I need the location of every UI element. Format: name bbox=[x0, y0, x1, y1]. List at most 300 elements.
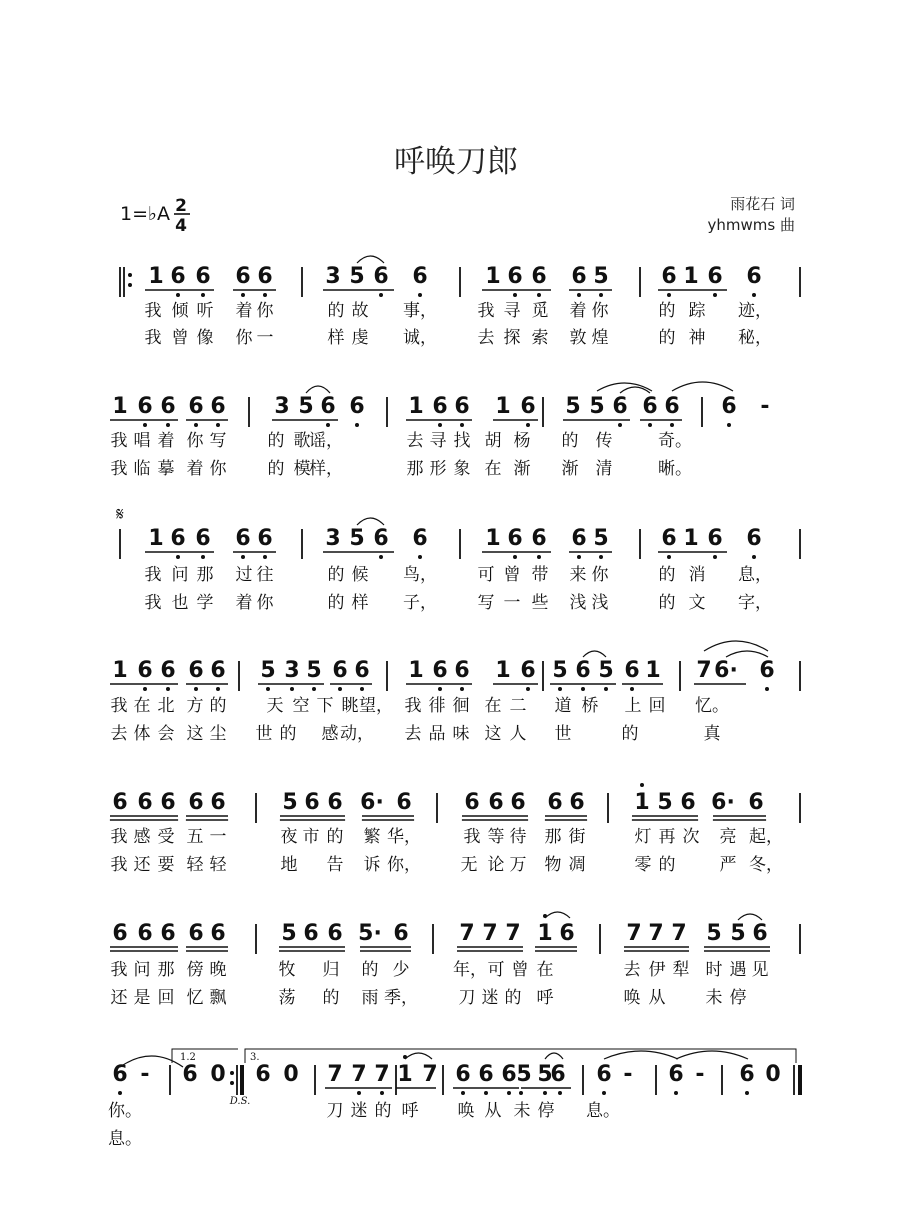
octave-dot bbox=[176, 293, 180, 297]
note: 6 bbox=[571, 264, 587, 289]
note: 6 bbox=[373, 264, 389, 289]
note: 6 bbox=[739, 1062, 755, 1087]
note: 6 bbox=[396, 790, 412, 815]
note: 5 bbox=[552, 658, 568, 683]
lyric-syllable: 严 bbox=[719, 855, 737, 875]
lyric-syllable: 胡 bbox=[484, 431, 502, 451]
lyric-syllable: 传 bbox=[595, 431, 613, 451]
lyric-syllable: 浅 bbox=[569, 593, 587, 613]
octave-dot bbox=[460, 687, 464, 691]
lyric-syllable: 去 bbox=[406, 431, 424, 451]
slur bbox=[120, 1056, 183, 1067]
lyric-syllable: 上 bbox=[624, 696, 642, 716]
note: - bbox=[695, 1062, 705, 1087]
lyric-syllable: 刀 bbox=[458, 988, 476, 1008]
note: 6 bbox=[624, 658, 640, 683]
note: 6 bbox=[160, 658, 176, 683]
note: 1 bbox=[495, 658, 511, 683]
note: 6 bbox=[188, 658, 204, 683]
lyric-syllable: 夜 bbox=[280, 827, 298, 847]
note: 6 bbox=[510, 790, 526, 815]
octave-dot bbox=[602, 1091, 606, 1095]
lyric-syllable: 可 bbox=[487, 960, 505, 980]
lyric-syllable: 人 bbox=[509, 724, 527, 744]
note: 7 bbox=[626, 921, 642, 946]
note: 1 bbox=[397, 1062, 413, 1087]
lyric-syllable: 写 bbox=[209, 431, 227, 451]
note: 3 bbox=[284, 658, 300, 683]
lyric-syllable: 字， bbox=[738, 593, 772, 613]
time-signature-top: 2 bbox=[175, 196, 187, 216]
slur bbox=[672, 382, 733, 391]
lyric-syllable: 飘 bbox=[209, 988, 227, 1008]
octave-dot bbox=[266, 687, 270, 691]
octave-dot bbox=[194, 687, 198, 691]
octave-dot bbox=[713, 555, 717, 559]
lyric-syllable: 还 bbox=[110, 988, 128, 1008]
lyric-syllable: 的 bbox=[374, 1101, 392, 1121]
slur bbox=[704, 641, 768, 651]
lyric-syllable: 事， bbox=[403, 301, 437, 321]
segno-mark: 𝄋 bbox=[116, 504, 124, 525]
octave-dot bbox=[513, 293, 517, 297]
lyric-syllable: 曾 bbox=[171, 328, 189, 348]
lyric-syllable: 的 bbox=[504, 988, 522, 1008]
lyric-syllable: 子， bbox=[403, 593, 437, 613]
octave-dot bbox=[604, 687, 608, 691]
note: 6 bbox=[559, 921, 575, 946]
note: 6· bbox=[360, 790, 384, 815]
lyric-syllable: 的 bbox=[267, 459, 285, 479]
lyric-syllable: 未 bbox=[705, 988, 723, 1008]
note: 6 bbox=[596, 1062, 612, 1087]
slur bbox=[545, 912, 570, 918]
lyric-syllable: 觅 bbox=[531, 301, 549, 321]
octave-dot bbox=[599, 555, 603, 559]
lyric-syllable: 尘 bbox=[209, 724, 227, 744]
lyric-syllable: 的 bbox=[327, 301, 345, 321]
note: 7 bbox=[459, 921, 475, 946]
lyric-syllable: 真 bbox=[703, 724, 721, 744]
octave-dot bbox=[667, 555, 671, 559]
note: 6 bbox=[454, 658, 470, 683]
lyric-syllable: 杨 bbox=[513, 431, 531, 451]
octave-dot bbox=[526, 423, 530, 427]
lyric-syllable: 的 bbox=[209, 696, 227, 716]
lyric-syllable: 亮 bbox=[719, 827, 737, 847]
lyric-syllable: 来 bbox=[569, 565, 587, 585]
lyric-syllable: 华， bbox=[387, 827, 421, 847]
note: 5 bbox=[565, 394, 581, 419]
octave-dot bbox=[128, 283, 132, 287]
note: 6 bbox=[707, 264, 723, 289]
note: - bbox=[140, 1062, 150, 1087]
lyric-syllable: 些 bbox=[531, 593, 549, 613]
lyric-syllable: 眺 bbox=[341, 696, 359, 716]
lyric-syllable: 问 bbox=[171, 565, 189, 585]
slur bbox=[738, 914, 762, 920]
lyric-syllable: 感 bbox=[321, 724, 339, 744]
note: 5 bbox=[516, 1062, 532, 1087]
octave-dot bbox=[355, 423, 359, 427]
note: 5 bbox=[349, 526, 365, 551]
lyric-syllable: 遇 bbox=[729, 960, 747, 980]
note: 5 bbox=[349, 264, 365, 289]
note: 7 bbox=[505, 921, 521, 946]
lyric-syllable: 一 bbox=[503, 593, 521, 613]
lyric-syllable: 模 bbox=[293, 459, 311, 479]
lyric-syllable: 秘， bbox=[738, 328, 772, 348]
lyric-syllable: 过 bbox=[235, 565, 253, 585]
note: 6 bbox=[170, 264, 186, 289]
lyric-syllable: 品 bbox=[428, 724, 446, 744]
note: 6 bbox=[759, 658, 775, 683]
note: 6 bbox=[332, 658, 348, 683]
lyric-syllable: 的 bbox=[658, 565, 676, 585]
note: 6 bbox=[432, 658, 448, 683]
lyric-syllable: 你 bbox=[235, 328, 253, 348]
note: 6 bbox=[210, 394, 226, 419]
note: 6 bbox=[478, 1062, 494, 1087]
octave-dot bbox=[507, 1091, 511, 1095]
note: 5 bbox=[730, 921, 746, 946]
lyric-syllable: 我 bbox=[463, 827, 481, 847]
lyric-syllable: 忆 bbox=[186, 988, 204, 1008]
octave-dot bbox=[513, 555, 517, 559]
lyric-syllable: 一 bbox=[256, 328, 274, 348]
note: 6 bbox=[642, 394, 658, 419]
note: 6· bbox=[714, 658, 738, 683]
note: 1 bbox=[683, 264, 699, 289]
note: 1 bbox=[408, 658, 424, 683]
octave-dot bbox=[194, 423, 198, 427]
note: 5 bbox=[282, 790, 298, 815]
lyric-syllable: 还 bbox=[133, 855, 151, 875]
lyric-syllable: 在 bbox=[484, 696, 502, 716]
lyric-syllable: 停 bbox=[729, 988, 747, 1008]
slur bbox=[357, 518, 384, 525]
lyric-syllable: 徘 bbox=[428, 696, 446, 716]
note: 5 bbox=[298, 394, 314, 419]
lyric-syllable: 少 bbox=[392, 960, 410, 980]
note: 6 bbox=[569, 790, 585, 815]
note: 1 bbox=[112, 658, 128, 683]
lyric-syllable: 世 bbox=[255, 724, 273, 744]
lyric-syllable: 我 bbox=[144, 593, 162, 613]
lyric-syllable: 寻 bbox=[503, 301, 521, 321]
lyric-syllable: 你 bbox=[591, 565, 609, 585]
volta-2-label: 3. bbox=[250, 1052, 260, 1063]
note: 3 bbox=[325, 264, 341, 289]
note: 6 bbox=[235, 526, 251, 551]
octave-dot bbox=[765, 687, 769, 691]
note: 6 bbox=[680, 790, 696, 815]
lyric-syllable: 你 bbox=[591, 301, 609, 321]
note: 1 bbox=[485, 264, 501, 289]
note: 6 bbox=[257, 264, 273, 289]
lyric-syllable: 写 bbox=[477, 593, 495, 613]
octave-dot bbox=[670, 423, 674, 427]
lyric-syllable: 的 bbox=[361, 960, 379, 980]
lyric-syllable: 道 bbox=[554, 696, 572, 716]
note: 1 bbox=[485, 526, 501, 551]
lyric-syllable: 唤 bbox=[457, 1101, 475, 1121]
note: 6 bbox=[137, 394, 153, 419]
lyric-syllable: 样 bbox=[327, 328, 345, 348]
octave-dot bbox=[357, 1091, 361, 1095]
note: 6 bbox=[661, 264, 677, 289]
octave-dot bbox=[745, 1091, 749, 1095]
lyric-syllable: 的 bbox=[326, 827, 344, 847]
lyric-syllable: 告 bbox=[326, 855, 344, 875]
lyric-syllable: 索 bbox=[531, 328, 549, 348]
octave-dot bbox=[338, 687, 342, 691]
lyric-syllable: 谣， bbox=[309, 431, 343, 451]
note: 6 bbox=[454, 394, 470, 419]
note: 6 bbox=[575, 658, 591, 683]
lyric-syllable: 我 bbox=[110, 827, 128, 847]
lyric-syllable: 晚 bbox=[209, 960, 227, 980]
lyric-syllable: 时 bbox=[705, 960, 723, 980]
octave-dot bbox=[648, 423, 652, 427]
lyric-syllable: 奇。 bbox=[658, 431, 692, 451]
lyric-syllable: 在 bbox=[133, 696, 151, 716]
lyric-syllable: 象 bbox=[453, 459, 471, 479]
lyric-syllable: 回 bbox=[648, 696, 666, 716]
lyric-syllable: 会 bbox=[157, 724, 175, 744]
lyric-syllable: 着 bbox=[186, 459, 204, 479]
octave-dot bbox=[263, 555, 267, 559]
octave-dot bbox=[290, 687, 294, 691]
lyric-syllable: 带 bbox=[531, 565, 549, 585]
lyric-syllable: 我 bbox=[144, 328, 162, 348]
note: 6 bbox=[531, 526, 547, 551]
lyric-syllable: 一 bbox=[209, 827, 227, 847]
note: 6 bbox=[160, 921, 176, 946]
octave-dot bbox=[618, 423, 622, 427]
slur bbox=[306, 386, 330, 393]
lyric-syllable: 问 bbox=[133, 960, 151, 980]
octave-dot bbox=[577, 555, 581, 559]
octave-dot bbox=[241, 293, 245, 297]
lyric-syllable: 探 bbox=[503, 328, 521, 348]
lyric-syllable: 季， bbox=[384, 988, 418, 1008]
lyric-syllable: 五 bbox=[186, 827, 204, 847]
lyric-syllable: 无 bbox=[460, 855, 478, 875]
note: - bbox=[760, 394, 770, 419]
lyric-syllable: 渐 bbox=[561, 459, 579, 479]
octave-dot bbox=[166, 423, 170, 427]
note: 1 bbox=[495, 394, 511, 419]
lyric-syllable: 去 bbox=[623, 960, 641, 980]
note: 7 bbox=[648, 921, 664, 946]
octave-dot bbox=[176, 555, 180, 559]
note: 6 bbox=[210, 790, 226, 815]
note: 5 bbox=[589, 394, 605, 419]
lyric-syllable: 的 bbox=[658, 328, 676, 348]
octave-dot bbox=[241, 555, 245, 559]
note: 6 bbox=[531, 264, 547, 289]
octave-dot bbox=[418, 555, 422, 559]
note: 6 bbox=[612, 394, 628, 419]
lyric-syllable: 空 bbox=[292, 696, 310, 716]
slur bbox=[604, 1051, 678, 1059]
note: 6 bbox=[664, 394, 680, 419]
note: 6 bbox=[707, 526, 723, 551]
octave-dot bbox=[143, 423, 147, 427]
lyric-syllable: 动， bbox=[340, 724, 374, 744]
lyric-syllable: 诉 bbox=[363, 855, 381, 875]
lyric-syllable: 北 bbox=[157, 696, 175, 716]
lyric-syllable: 市 bbox=[302, 827, 320, 847]
octave-dot bbox=[201, 293, 205, 297]
note: 7 bbox=[422, 1062, 438, 1087]
lyric-syllable: 年， bbox=[453, 960, 487, 980]
note: 6 bbox=[661, 526, 677, 551]
lyric-syllable: 桥 bbox=[581, 696, 599, 716]
note: 1 bbox=[645, 658, 661, 683]
note: 6 bbox=[746, 526, 762, 551]
note: 1 bbox=[634, 790, 650, 815]
lyric-syllable: 也 bbox=[171, 593, 189, 613]
lyric-syllable: 体 bbox=[133, 724, 151, 744]
lyric-syllable: 消 bbox=[688, 565, 706, 585]
lyric-syllable: 学 bbox=[196, 593, 214, 613]
note: 6 bbox=[507, 264, 523, 289]
note: 6 bbox=[112, 790, 128, 815]
lyric-syllable: 要 bbox=[157, 855, 175, 875]
lyric-syllable: 灯 bbox=[634, 827, 652, 847]
lyric-syllable: 犁 bbox=[672, 960, 690, 980]
note: 6 bbox=[349, 394, 365, 419]
note: 7 bbox=[482, 921, 498, 946]
octave-dot bbox=[118, 1091, 122, 1095]
lyric-syllable: 像 bbox=[196, 328, 214, 348]
note: 5 bbox=[593, 526, 609, 551]
octave-dot bbox=[519, 1091, 523, 1095]
lyric-syllable: 归 bbox=[322, 960, 340, 980]
lyric-syllable: 踪 bbox=[688, 301, 706, 321]
note: 1 bbox=[112, 394, 128, 419]
octave-dot bbox=[558, 687, 562, 691]
lyric-syllable: 味 bbox=[452, 724, 470, 744]
note: 5 bbox=[598, 658, 614, 683]
note: 3 bbox=[274, 394, 290, 419]
octave-dot bbox=[230, 1081, 234, 1085]
lyric-syllable: 迷 bbox=[350, 1101, 368, 1121]
note: 6 bbox=[393, 921, 409, 946]
note: 6 bbox=[373, 526, 389, 551]
lyric-syllable: 街 bbox=[568, 827, 586, 847]
slur bbox=[545, 1053, 563, 1059]
lyric-syllable: 故 bbox=[351, 301, 369, 321]
note: - bbox=[623, 1062, 633, 1087]
note: 6 bbox=[752, 921, 768, 946]
lyric-syllable: 牧 bbox=[278, 960, 296, 980]
lyric-syllable: 冬， bbox=[749, 855, 783, 875]
lyric-syllable: 万 bbox=[509, 855, 527, 875]
lyric-syllable: 繁 bbox=[363, 827, 381, 847]
lyric-syllable: 望， bbox=[359, 696, 393, 716]
note: 6 bbox=[182, 1062, 198, 1087]
lyric-syllable: 曾 bbox=[503, 565, 521, 585]
lyric-syllable: 是 bbox=[133, 988, 151, 1008]
lyric-syllable: 刀 bbox=[326, 1101, 344, 1121]
lyric-syllable: 临 bbox=[133, 459, 151, 479]
lyric-syllable: 那 bbox=[544, 827, 562, 847]
lyric-syllable: 你 bbox=[256, 593, 274, 613]
lyric-syllable: 迹， bbox=[738, 301, 772, 321]
note: 6 bbox=[210, 658, 226, 683]
note: 5 bbox=[260, 658, 276, 683]
octave-dot bbox=[418, 293, 422, 297]
note: 5 bbox=[306, 658, 322, 683]
lyric-syllable: 你 bbox=[209, 459, 227, 479]
lyric-syllable: 我 bbox=[110, 696, 128, 716]
lyric-syllable: 凋 bbox=[568, 855, 586, 875]
slur bbox=[405, 1053, 432, 1059]
lyric-syllable: 神 bbox=[688, 328, 706, 348]
note: 0 bbox=[283, 1062, 299, 1087]
note: 6 bbox=[488, 790, 504, 815]
lyric-syllable: 我 bbox=[110, 855, 128, 875]
lyric-syllable: 见 bbox=[751, 960, 769, 980]
lyric-syllable: 歌 bbox=[293, 431, 311, 451]
note: 6 bbox=[188, 921, 204, 946]
lyric-syllable: 唤 bbox=[623, 988, 641, 1008]
note: 6 bbox=[137, 921, 153, 946]
lyric-syllable: 的 bbox=[658, 593, 676, 613]
lyric-syllable: 息。 bbox=[108, 1129, 142, 1149]
octave-dot bbox=[752, 555, 756, 559]
lyric-syllable: 听 bbox=[196, 301, 214, 321]
lyric-syllable: 诚， bbox=[403, 328, 437, 348]
lyric-syllable: 在 bbox=[536, 960, 554, 980]
octave-dot bbox=[543, 1091, 547, 1095]
lyric-syllable: 倾 bbox=[171, 301, 189, 321]
note: 6 bbox=[188, 790, 204, 815]
lyric-syllable: 下 bbox=[316, 696, 334, 716]
lyric-syllable: 感 bbox=[133, 827, 151, 847]
note: 6 bbox=[195, 526, 211, 551]
note: 6 bbox=[170, 526, 186, 551]
octave-dot bbox=[577, 293, 581, 297]
lyric-syllable: 等 bbox=[487, 827, 505, 847]
lyric-syllable: 着 bbox=[235, 301, 253, 321]
note: 3 bbox=[325, 526, 341, 551]
lyric-syllable: 回 bbox=[157, 988, 175, 1008]
note: 6 bbox=[188, 394, 204, 419]
lyric-syllable: 迷 bbox=[481, 988, 499, 1008]
lyric-syllable: 零 bbox=[634, 855, 652, 875]
octave-dot bbox=[640, 783, 644, 787]
lyric-syllable: 我 bbox=[404, 696, 422, 716]
note: 7 bbox=[327, 1062, 343, 1087]
lyric-syllable: 那 bbox=[406, 459, 424, 479]
note: 6 bbox=[455, 1062, 471, 1087]
lyric-syllable: 我 bbox=[144, 565, 162, 585]
note: 7 bbox=[374, 1062, 390, 1087]
note: 5· bbox=[358, 921, 382, 946]
lyric-syllable: 虔 bbox=[351, 328, 369, 348]
lyric-syllable: 寻 bbox=[429, 431, 447, 451]
note: 6 bbox=[255, 1062, 271, 1087]
lyric-syllable: 你 bbox=[186, 431, 204, 451]
lyricist-credit: 雨花石 词 bbox=[730, 195, 795, 213]
note: 5 bbox=[537, 1062, 553, 1087]
lyric-syllable: 未 bbox=[513, 1101, 531, 1121]
lyric-syllable: 你。 bbox=[108, 1101, 142, 1121]
